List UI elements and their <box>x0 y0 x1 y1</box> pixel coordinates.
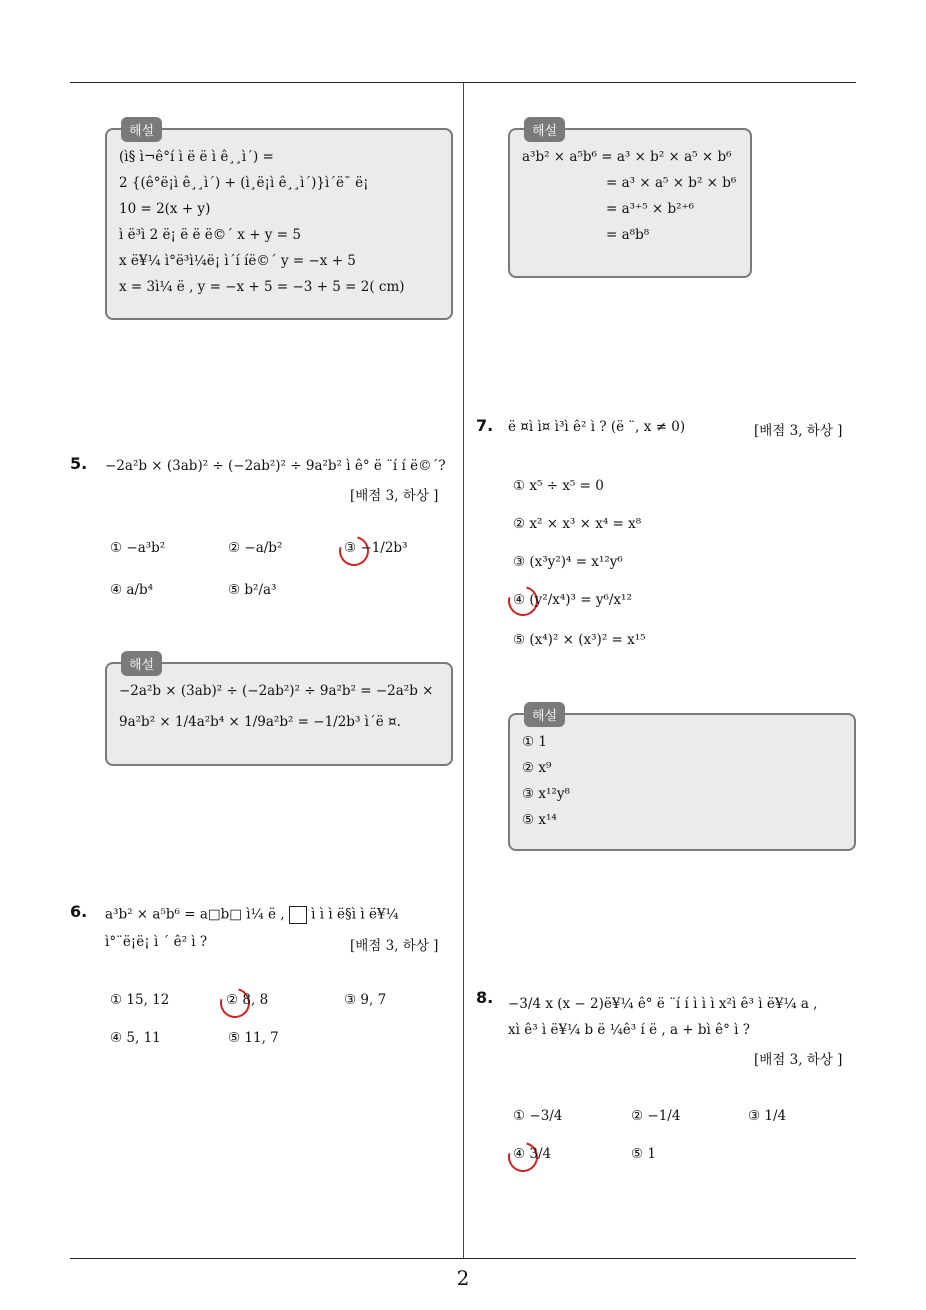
solution-label: 해설 <box>121 651 162 676</box>
solution-line: ③ x¹²y⁸ <box>522 786 570 802</box>
solution-line: ì ë³ì 2 ë¡ ë ë ë©´ x + y = 5 <box>119 227 301 243</box>
option[interactable]: ④ 5, 11 <box>110 1030 161 1046</box>
option[interactable]: ③ 1/4 <box>748 1108 787 1124</box>
solution-box-exponent <box>508 124 752 278</box>
solution-line: a³b² × a⁵b⁶ = a³ × b² × a⁵ × b⁶ <box>522 149 732 165</box>
option[interactable]: ① 15, 12 <box>110 992 170 1008</box>
solution-box-q7 <box>508 709 856 851</box>
option[interactable]: ② −a/b² <box>228 540 283 556</box>
option[interactable]: ② x² × x³ × x⁴ = x⁸ <box>513 516 642 532</box>
question-points: [배점 3, 하상 ] <box>350 488 439 504</box>
solution-line: x ë¥¼ ì°ë³ì¼ë¡ ì´í íë©´ y = −x + 5 <box>119 253 356 269</box>
solution-line: ② x⁹ <box>522 760 552 776</box>
page-number: 2 <box>456 1266 470 1290</box>
question-points: [배점 3, 하상 ] <box>754 1052 843 1068</box>
question-points: [배점 3, 하상 ] <box>754 423 843 439</box>
question-text <box>105 906 399 924</box>
question-number: 7. <box>476 416 494 435</box>
solution-line: −2a²b × (3ab)² ÷ (−2ab²)² ÷ 9a²b² = −2a²b × <box>119 683 434 699</box>
solution-label: 해설 <box>524 117 565 142</box>
option[interactable]: ④ a/b⁴ <box>110 582 154 598</box>
question-points: [배점 3, 하상 ] <box>350 938 439 954</box>
option[interactable]: ③ −1/2b³ <box>344 540 408 556</box>
blank-box <box>289 906 307 924</box>
option[interactable]: ③ (x³y²)⁴ = x¹²y⁶ <box>513 554 623 570</box>
option[interactable]: ② 8, 8 <box>226 992 269 1008</box>
solution-line: 2 {(ê°ë¡ì ê¸¸ì´) + (ì¸ë¡ì ê¸¸ì´)}ì´ë¯ ë¡ <box>119 175 369 191</box>
solution-line: = a³⁺⁵ × b²⁺⁶ <box>606 201 695 217</box>
column-divider <box>463 83 464 1258</box>
option[interactable]: ⑤ 1 <box>631 1146 656 1162</box>
question-text: ë ¤ì ì¤ ì³ì ê² ì ? (ë ¨, x ≠ 0) <box>508 419 686 435</box>
question-text: −2a²b × (3ab)² ÷ (−2ab²)² ÷ 9a²b² ì ê° ë ¨í í ë©´? <box>105 458 446 474</box>
solution-line: ① 1 <box>522 734 547 750</box>
option[interactable]: ② −1/4 <box>631 1108 681 1124</box>
solution-label: 해설 <box>524 702 565 727</box>
option[interactable]: ④ (y²/x⁴)³ = y⁶/x¹² <box>513 592 632 608</box>
question-number: 8. <box>476 988 494 1007</box>
option[interactable]: ⑤ b²/a³ <box>228 582 277 598</box>
question-text: xì ê³ ì ë¥¼ b ë ¼ê³ í ë , a + bì ê° ì ? <box>508 1022 751 1038</box>
solution-box-q5 <box>105 658 453 766</box>
option[interactable]: ④ 3/4 <box>513 1146 552 1162</box>
solution-line: x = 3ì¼ ë , y = −x + 5 = −3 + 5 = 2( cm) <box>119 279 405 295</box>
bottom-rule <box>70 1258 856 1259</box>
solution-label: 해설 <box>121 117 162 142</box>
solution-line: = a⁸b⁸ <box>606 227 650 243</box>
solution-line: = a³ × a⁵ × b² × b⁶ <box>606 175 737 191</box>
question-text: −3/4 x (x − 2)ë¥¼ ê° ë ¨í í ì ì ì x²ì ê³ ì ë¥¼ a , <box>508 996 818 1012</box>
option[interactable]: ① −3/4 <box>513 1108 563 1124</box>
solution-line: (ì§ ì¬ê°í ì ë ë ì ê¸¸ì´) = <box>119 149 274 165</box>
option[interactable]: ③ 9, 7 <box>344 992 387 1008</box>
question-text-part: a³b² × a⁵b⁶ = a□b□ ì¼ ë , <box>105 906 285 923</box>
solution-line: 10 = 2(x + y) <box>119 201 211 217</box>
option[interactable]: ⑤ 11, 7 <box>228 1030 279 1046</box>
question-text-part: ì ì ì ë§ì ì ë¥¼ <box>311 906 399 923</box>
question-text: ì°¨ë¡ë¡ ì ´ ê² ì ? <box>105 934 208 950</box>
question-number: 6. <box>70 902 88 921</box>
option[interactable]: ① x⁵ ÷ x⁵ = 0 <box>513 478 604 494</box>
option[interactable]: ① −a³b² <box>110 540 166 556</box>
solution-line: 9a²b² × 1/4a²b⁴ × 1/9a²b² = −1/2b³ ì´ë ¤. <box>119 714 401 730</box>
solution-box-q4 <box>105 124 453 320</box>
solution-line: ⑤ x¹⁴ <box>522 812 557 828</box>
question-number: 5. <box>70 454 88 473</box>
option[interactable]: ⑤ (x⁴)² × (x³)² = x¹⁵ <box>513 632 646 648</box>
